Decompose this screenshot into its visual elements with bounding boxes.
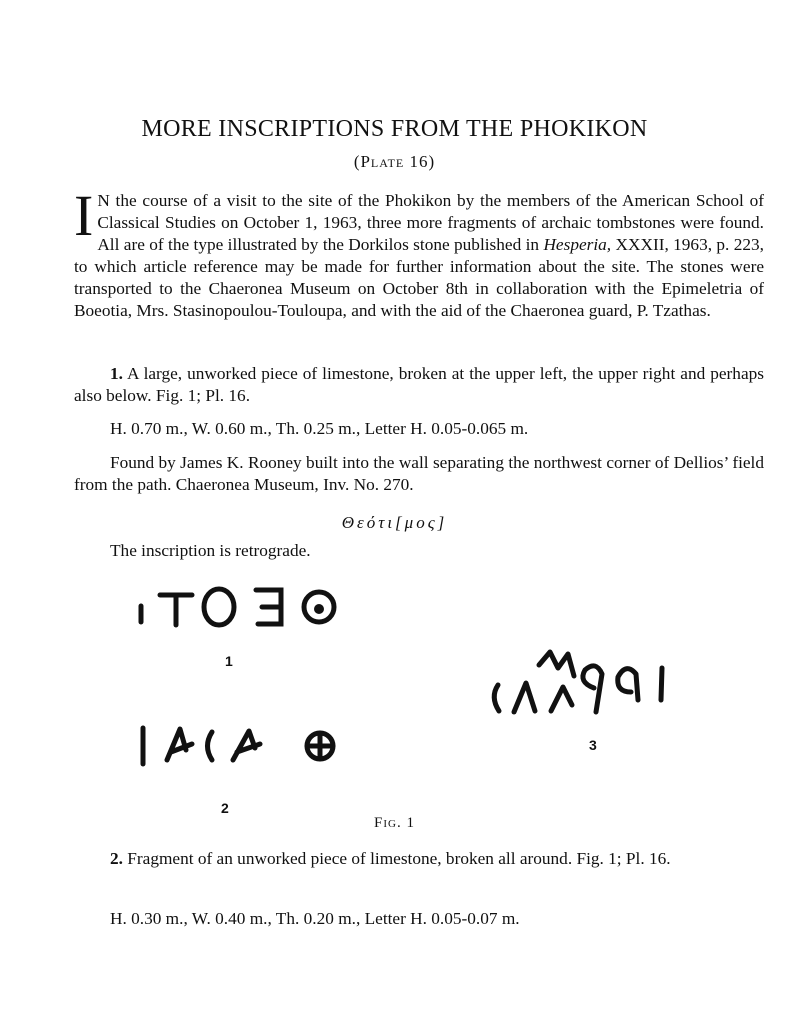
item2-number: 2.	[110, 849, 123, 868]
item1-description: A large, unworked piece of limestone, broken at the upper left, the upper right and perhaps also below. Fig. 1; Pl. 16.	[74, 364, 764, 405]
intro-text: N the course of a visit to the site of the Phokikon by the members of the American School of Classical Studies on October 1, 1963, three more fragments of archaic tombstones were found. All are of the type illustrated by the Dorkilos stone published in	[97, 191, 764, 254]
intro-paragraph	[74, 183, 765, 322]
inscription-2-tracing	[143, 728, 333, 764]
item1-find-paragraph: Found by James K. Rooney built into the wall separating the northwest corner of Dellios’ field from the path. Chaeronea Museum, Inv. No. 270.	[74, 453, 764, 494]
journal-name: Hesperia,	[543, 235, 612, 254]
item1-paragraph	[74, 363, 764, 407]
figure-label-3: 3	[589, 737, 597, 753]
drop-cap: I	[74, 183, 94, 248]
item2-description: Fragment of an unworked piece of limestone, broken all around. Fig. 1; Pl. 16.	[122, 849, 671, 868]
greek-reading: Θεότι[μος]	[341, 513, 448, 532]
inscription-3-tracing	[494, 652, 662, 712]
figure-caption: Fig. 1	[374, 815, 415, 831]
intro-text-after: XXXII, 1963, p. 223, to which article reference may be made for further information about the site. The stones were transported to the Chaeronea Museum on October 8th in collaboration with the Epimeletria of Boeotia, Mrs. Stasinopoulou-Touloupa, and with the aid of the Chaeronea guard, P. Tzathas.	[74, 235, 765, 320]
article-title: MORE INSCRIPTIONS FROM THE PHOKIKON	[141, 116, 648, 142]
figure-1-drawing	[0, 570, 789, 815]
item2-paragraph	[74, 848, 764, 870]
item2-dimensions: H. 0.30 m., W. 0.40 m., Th. 0.20 m., Letter H. 0.05-0.07 m.	[110, 909, 520, 928]
inscription-1-tracing	[141, 589, 334, 625]
plate-reference: (Plate 16)	[353, 152, 436, 171]
retrograde-note: The inscription is retrograde.	[110, 541, 311, 560]
item1-dimensions: H. 0.70 m., W. 0.60 m., Th. 0.25 m., Letter H. 0.05-0.065 m.	[110, 419, 529, 438]
figure-label-2: 2	[221, 800, 229, 816]
item1-number: 1.	[110, 364, 123, 383]
figure-label-1: 1	[225, 653, 233, 669]
